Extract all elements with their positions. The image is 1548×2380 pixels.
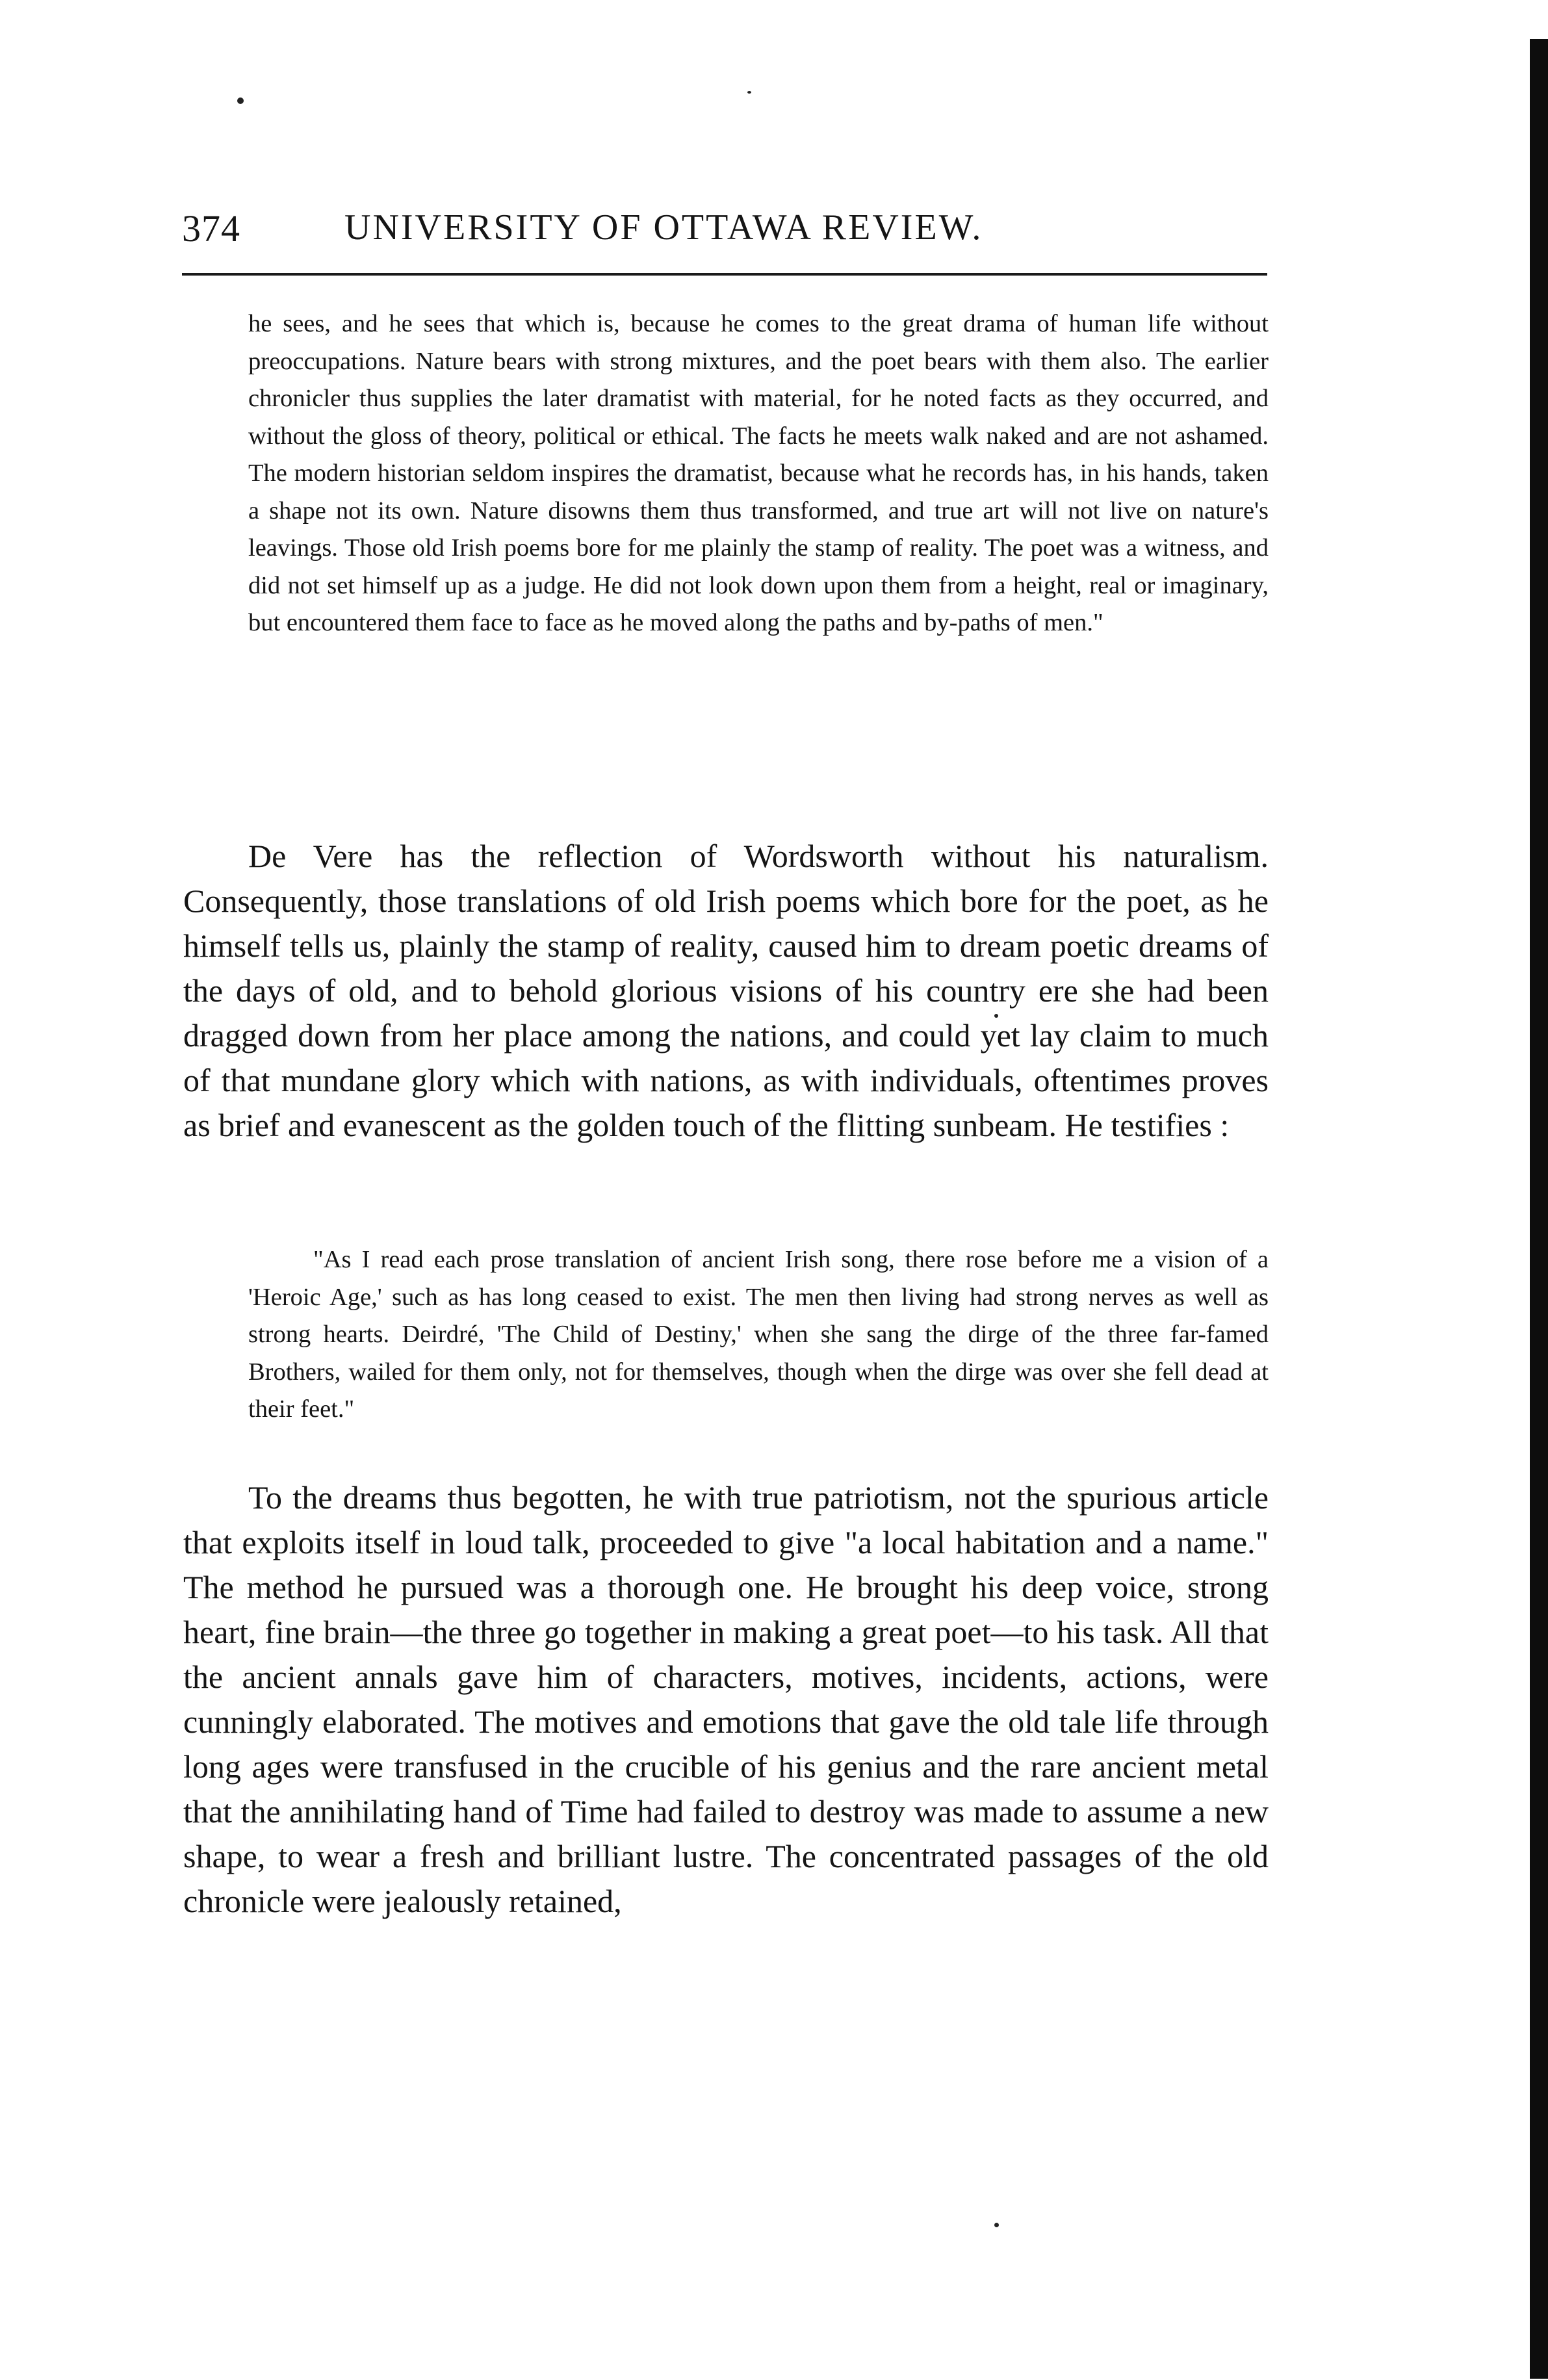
block-quote-2 (183, 1241, 1269, 1429)
quote-text: "As I read each prose translation of ancient Irish song, there rose before me a vision of a 'Heroic Age,' such as has long ceased to exist. The men then living had strong nerves as well as strong hearts. Deirdré, 'The Child of Destiny,' when she sang the dirge of the three far-famed Brothers, wailed for them only, not for themselves, though when the dirge was over she fell dead at their feet." (248, 1246, 1269, 1423)
running-title: UNIVERSITY OF OTTAWA REVIEW. (344, 207, 983, 248)
header-rule (182, 273, 1267, 276)
quote-continuation: he sees, and he sees that which is, because he comes to the great drama of human life without preoccupations. Nature bears with strong mixtures, and the poet bears with them also. The earlier chronicler thus supplies the later dramatist with material, for he noted facts as they occurred, and without the gloss of theory, political or ethical. The facts he meets walk naked and are not ashamed. The modern historian seldom inspires the dramatist, because what he records has, in his hands, taken a shape not its own. Nature disowns them thus transformed, and true art will not live on nature's leavings. Those old Irish poems bore for me plainly the stamp of reality. The poet was a witness, and did not set himself up as a judge. He did not look down upon them from a height, real or imaginary, but encountered them face to face as he moved along the paths and by-paths of men." (248, 310, 1269, 636)
body-paragraph-2 (183, 1475, 1269, 1924)
scan-speck (237, 97, 244, 104)
page-header (182, 207, 1267, 259)
paragraph-text: To the dreams thus begotten, he with true patriotism, not the spurious article that exploits itself in loud talk, proceeded to give "a local habitation and a name." The method he pursued was a thorough one. He brought his deep voice, strong heart, fine brain—the three go together in making a great poet—to his task. All that the ancient annals gave him of characters, motives, incidents, actions, were cunningly elaborated. The motives and emotions that gave the old tale life through long ages were transfused in the crucible of his genius and the rare ancient metal that the annihilating hand of Time had failed to destroy was made to assume a new shape, to wear a fresh and brilliant lustre. The concentrated passages of the old chronicle were jealously retained, (183, 1479, 1269, 1919)
scan-speck (994, 2223, 999, 2227)
scan-speck (747, 91, 751, 94)
block-quote-1 (183, 305, 1269, 642)
paragraph-text: De Vere has the reflection of Wordsworth without his naturalism. Consequently, those translations of old Irish poems which bore for the poet, as he himself tells us, plainly the stamp of reality, caused him to dream poetic dreams of the days of old, and to behold glorious visions of his country ere she had been dragged down from her place among the nations, and could yet lay claim to much of that mundane glory which with nations, as with individuals, oftentimes proves as brief and evanescent as the golden touch of the flitting sunbeam. He testifies : (183, 838, 1269, 1143)
page-number: 374 (182, 207, 240, 250)
scan-border (1530, 39, 1548, 2379)
body-paragraph-1 (183, 834, 1269, 1148)
